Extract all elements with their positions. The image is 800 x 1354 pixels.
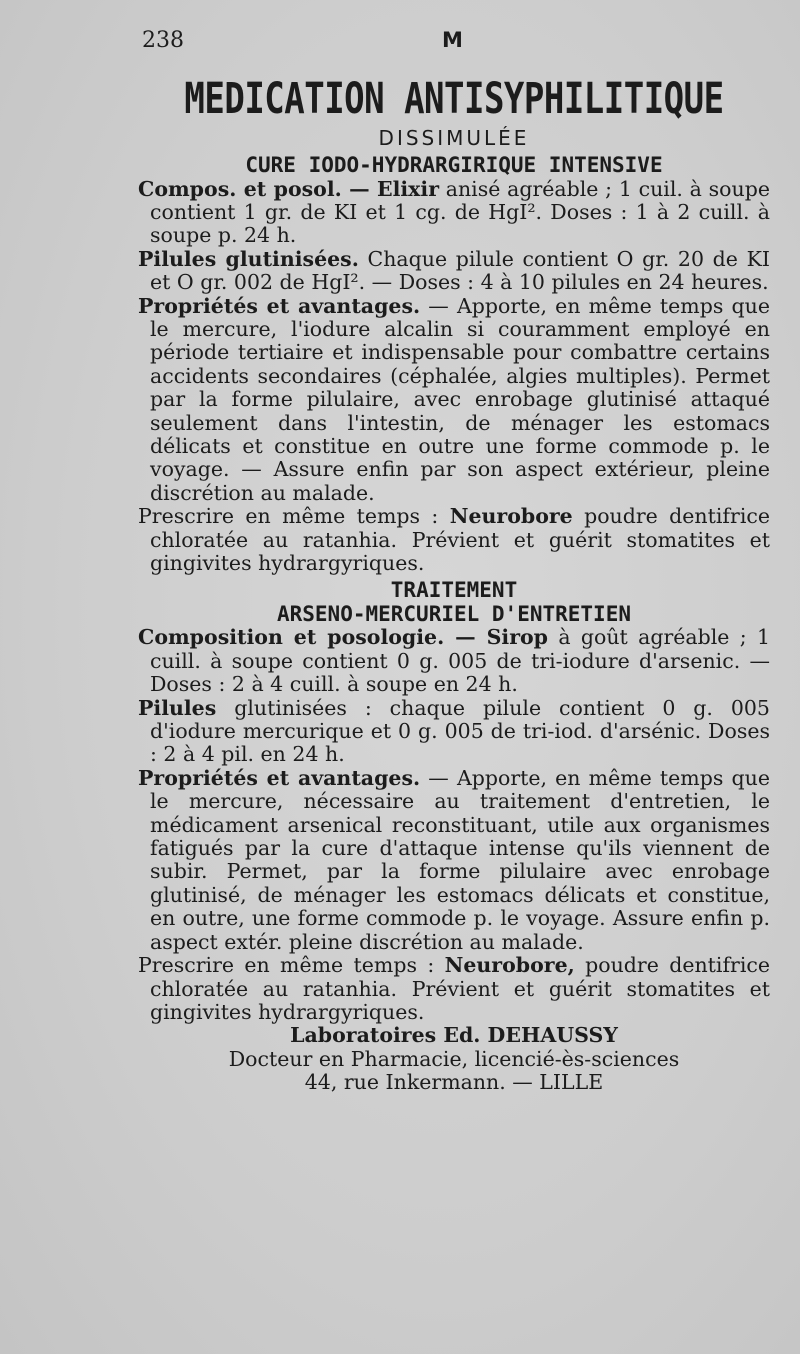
paragraph-pilules-2 <box>138 697 770 767</box>
text-pilules: Chaque pilule contient O gr. 20 de KI et O gr. 002 de HgI². — Doses : 4 à 10 pilules en 24 heures. <box>150 246 770 295</box>
product-neurobore: Neurobore <box>449 504 573 529</box>
lab-name: Laboratoires Ed. DEHAUSSY <box>290 1023 618 1048</box>
paragraph-composition-2 <box>138 626 770 696</box>
label-proprietes: Propriétés et avantages. <box>138 293 421 318</box>
section-heading-traitement: TRAITEMENT <box>390 578 518 603</box>
section-heading-arseno: ARSENO-MERCURIEL D'ENTRETIEN <box>276 601 631 626</box>
text-proprietes: — Apporte, en même temps que le mercure, l'iodure alcalin si couramment employé en période tertiaire et indispensable pour combattre certains accidents secondaires (céphalée, algies multiples). Permet par la forme pilulaire, avec enrobage glutinisé attaqué seulement dans l'intestin, de ménager les estomacs délicats et constitue en outre une forme commode p. le voyage. — Assure enfin par son aspect extérieur, pleine discrétion au malade. <box>150 293 770 505</box>
label-pilules-2: Pilules <box>138 695 217 720</box>
label-prescrire: Prescrire en même temps : <box>138 504 439 529</box>
page-title: MEDICATION ANTISYPHILITIQUE <box>184 74 724 124</box>
page-number: 238 <box>142 28 184 53</box>
paragraph-prescrire <box>138 505 770 575</box>
label-composition-2: Composition et posologie. — Sirop <box>138 625 549 650</box>
paragraph-proprietes-2 <box>138 767 770 954</box>
section-heading-cure: CURE IODO-HYDRARGIRIQUE INTENSIVE <box>245 153 663 177</box>
lab-credentials: Docteur en Pharmacie, licencié-ès-sciences <box>228 1046 680 1071</box>
text-pilules-2: glutinisées : chaque pilule contient 0 g. 005 d'iodure mercurique et 0 g. 005 de tri-iod. d'arsénic. Doses : 2 à 4 pil. en 24 h. <box>150 695 770 767</box>
paragraph-proprietes <box>138 295 770 506</box>
label-prescrire-2: Prescrire en même temps : <box>138 953 435 978</box>
label-proprietes-2: Propriétés et avantages. <box>138 765 421 790</box>
text-composition: anisé agréable ; 1 cuil. à soupe contient 1 gr. de KI et 1 cg. de HgI². Doses : 1 à 2 cuill. à soupe p. 24 h. <box>150 176 770 248</box>
text-composition-2: à goût agréable ; 1 cuill. à soupe contient 0 g. 005 de tri-iodure d'arsenic. — Doses : 2 à 4 cuill. à soupe en 24 h. <box>150 625 771 697</box>
paragraph-prescrire-2 <box>138 954 770 1024</box>
paragraph-composition <box>138 178 770 248</box>
label-pilules: Pilules glutinisées. <box>138 246 359 271</box>
page-content <box>138 74 770 1095</box>
text-prescrire: poudre dentifrice chloratée au ratanhia. Prévient et guérit stomatites et gingivites hydrargyriques. <box>150 504 770 575</box>
product-neurobore-2: Neurobore, <box>444 953 575 978</box>
running-head-letter: M <box>442 28 463 52</box>
label-composition: Compos. et posol. — Elixir <box>138 176 439 201</box>
text-proprietes-2: — Apporte, en même temps que le mercure, nécessaire au traitement d'entretien, le médicament arsenical reconstituant, utile aux organismes fatigués par la cure d'attaque intense qu'ils viennent de subir. Permet, par la forme pilulaire avec enrobage glutinisé, de ménager les estomacs délicats et constitue, en outre, une forme commode p. le voyage. Assure enfin p. aspect extér. pleine discrétion au malade. <box>150 765 770 954</box>
laboratory-footer <box>138 1024 770 1094</box>
lab-address: 44, rue Inkermann. — LILLE <box>304 1070 604 1095</box>
text-prescrire-2: poudre dentifrice chloratée au ratanhia. Prévient et guérit stomatites et gingivites hydrargyriques. <box>150 953 771 1024</box>
paragraph-pilules <box>138 248 770 295</box>
page-header <box>142 28 766 62</box>
page-subtitle: DISSIMULÉE <box>378 126 530 150</box>
